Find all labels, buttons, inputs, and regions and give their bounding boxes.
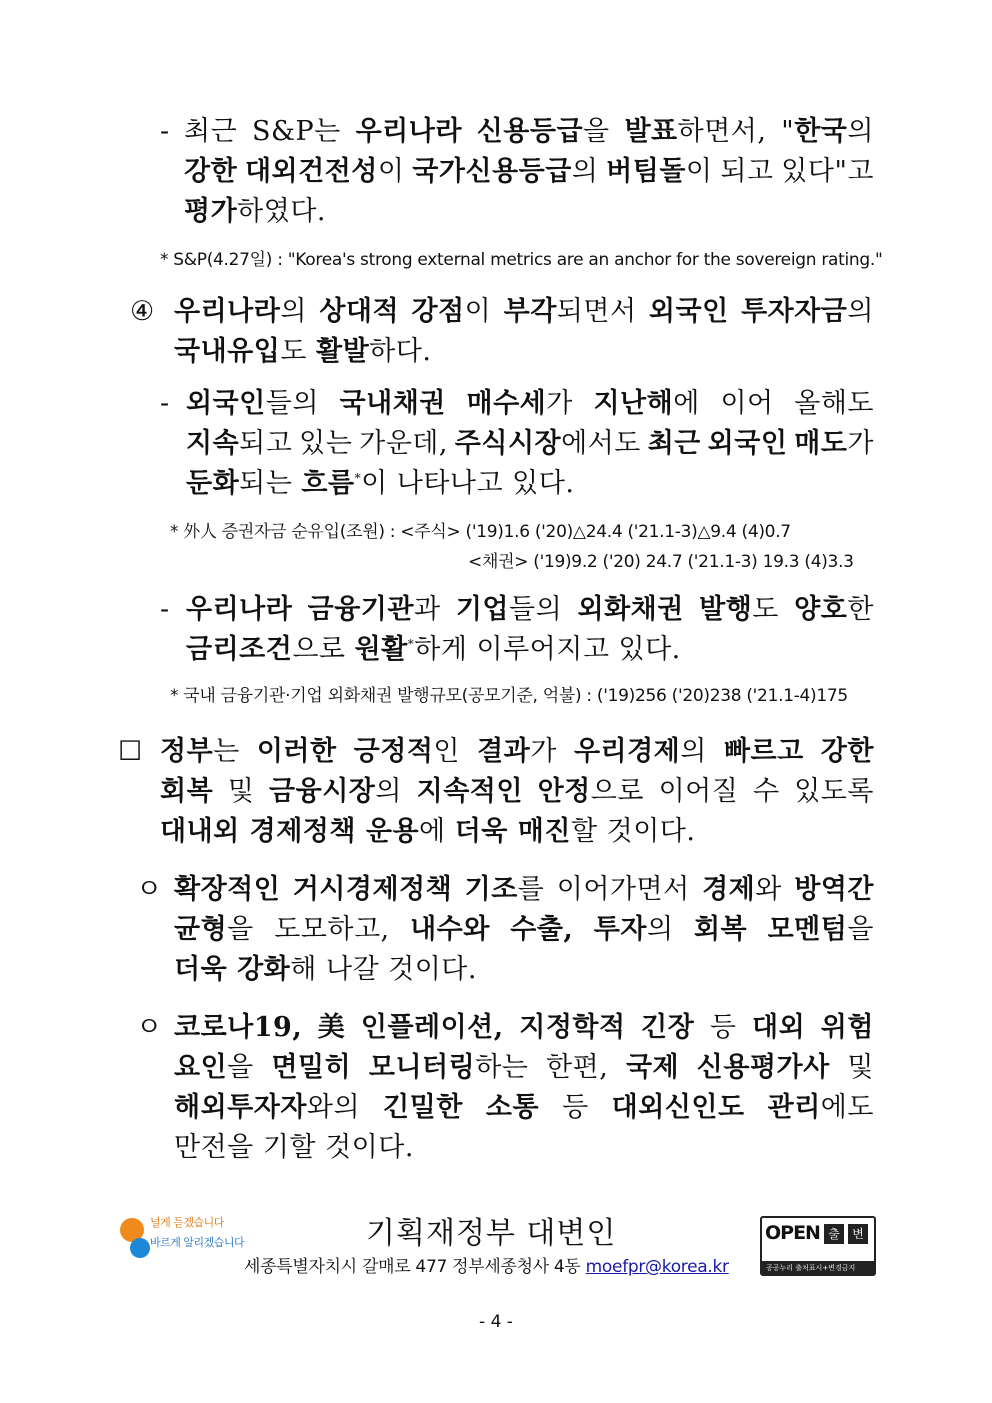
text-run: 상대적 bbox=[319, 296, 400, 327]
word bbox=[252, 112, 341, 152]
word bbox=[174, 1048, 254, 1088]
text-run: 우리나라 bbox=[186, 594, 293, 625]
text-line bbox=[174, 1128, 874, 1168]
text-run: 평가 bbox=[184, 196, 238, 227]
text-run: 는 bbox=[213, 736, 240, 767]
text-run: 및 bbox=[227, 776, 255, 807]
bonds-text bbox=[186, 590, 874, 670]
word bbox=[257, 732, 337, 772]
text-run: 하다. bbox=[369, 336, 432, 367]
text-run: 긴밀한 bbox=[383, 1092, 463, 1123]
text-run: 이 bbox=[377, 156, 405, 187]
text-run: 이 bbox=[685, 156, 713, 187]
text-run: 부각 bbox=[503, 296, 557, 327]
word bbox=[794, 424, 874, 464]
word bbox=[606, 152, 712, 192]
word bbox=[369, 1048, 529, 1088]
word bbox=[504, 292, 637, 332]
text-run: 강한 bbox=[184, 156, 238, 187]
text-run: 美 bbox=[317, 1012, 346, 1043]
word bbox=[184, 112, 237, 152]
text-run: 대외신인도 bbox=[611, 1092, 745, 1123]
word bbox=[821, 732, 874, 772]
text-run: 을 bbox=[227, 914, 254, 945]
word bbox=[794, 870, 874, 910]
word bbox=[340, 384, 446, 424]
word bbox=[174, 910, 254, 950]
word bbox=[562, 1088, 589, 1128]
text-run: 회복 bbox=[693, 914, 748, 945]
text-run: 이어 bbox=[720, 388, 774, 419]
logo-line1: 널게 듣겠습니다 bbox=[150, 1216, 224, 1229]
word bbox=[612, 1088, 745, 1128]
word bbox=[361, 1008, 504, 1048]
text-run: 경제 bbox=[702, 874, 756, 905]
word bbox=[641, 1008, 694, 1048]
page-number: - 4 - bbox=[479, 1312, 513, 1332]
word bbox=[781, 152, 874, 192]
text-run: 외국인 bbox=[186, 388, 266, 419]
text-run: 흐름 bbox=[301, 468, 355, 499]
word bbox=[467, 384, 573, 424]
text-run: 버팀돌 bbox=[606, 156, 686, 187]
circle-bullet-marker: ㅇ bbox=[136, 874, 163, 905]
text-run: 이어질 bbox=[658, 776, 739, 807]
text-run: 신용등급 bbox=[476, 116, 584, 147]
email-link[interactable]: moefpr@korea.kr bbox=[585, 1257, 729, 1277]
text-run: 을 bbox=[847, 914, 874, 945]
text-run: 를 bbox=[517, 874, 545, 905]
word bbox=[510, 910, 573, 950]
text-run: 양호 bbox=[794, 594, 848, 625]
text-run: 균형 bbox=[174, 914, 228, 945]
text-run: 되고 bbox=[720, 156, 774, 187]
text-line bbox=[184, 152, 874, 192]
text-run: 금리조건 bbox=[186, 634, 293, 665]
text-run: 국가신용등급 bbox=[412, 156, 572, 187]
text-line bbox=[186, 424, 874, 464]
foreign-text bbox=[186, 384, 874, 504]
text-line bbox=[186, 630, 874, 670]
text-run: 들의 bbox=[265, 388, 319, 419]
text-run: 외국인 bbox=[707, 428, 788, 459]
text-run: 의 bbox=[646, 914, 674, 945]
text-run: 에도 bbox=[820, 1092, 874, 1123]
strength-paragraph bbox=[130, 292, 874, 372]
word bbox=[456, 590, 562, 630]
word bbox=[741, 292, 874, 332]
word bbox=[720, 152, 773, 192]
text-run: 외화채권 bbox=[577, 594, 684, 625]
word bbox=[847, 1048, 874, 1088]
text-run: * bbox=[354, 471, 362, 485]
word bbox=[699, 590, 779, 630]
word bbox=[708, 424, 788, 464]
foreign-footnote-stocks: * 外人 증권자금 순유입(조원) : <주식> ('19)1.6 ('20)△24.4 ('21.1-3)△9.4 (4)0.7 bbox=[170, 522, 791, 542]
word bbox=[781, 112, 874, 152]
text-run: 신용평가사 bbox=[696, 1052, 830, 1083]
text-run: 국제 bbox=[625, 1052, 680, 1083]
dash-marker: - bbox=[160, 388, 170, 419]
word bbox=[574, 732, 707, 772]
word bbox=[383, 1088, 463, 1128]
word bbox=[174, 292, 307, 332]
text-line bbox=[174, 332, 874, 372]
text-run: 외국인 bbox=[648, 296, 729, 327]
word bbox=[794, 384, 874, 424]
word bbox=[411, 292, 491, 332]
government-paragraph bbox=[118, 732, 874, 852]
text-run: 하였다. bbox=[237, 196, 327, 227]
text-run: 소통 bbox=[485, 1092, 540, 1123]
word bbox=[184, 152, 237, 192]
text-run: 매도 bbox=[794, 428, 848, 459]
text-run: 가 bbox=[546, 388, 573, 419]
kogl-caption: 공공누리 출처표시+변경금지 bbox=[766, 1264, 856, 1272]
text-run: 최근 bbox=[184, 116, 238, 147]
risk-paragraph bbox=[136, 1008, 874, 1168]
text-run: 금융기관 bbox=[307, 594, 414, 625]
text-run: 도모하고, bbox=[274, 914, 390, 945]
word bbox=[593, 384, 699, 424]
text-run: 면밀히 bbox=[271, 1052, 352, 1083]
word bbox=[186, 424, 292, 464]
text-run: 우리경제 bbox=[573, 736, 681, 767]
word bbox=[768, 910, 874, 950]
word bbox=[694, 910, 747, 950]
word bbox=[274, 910, 389, 950]
word bbox=[594, 910, 674, 950]
text-run: 을 bbox=[227, 1052, 254, 1083]
word bbox=[174, 870, 280, 910]
text-run: 가운데, bbox=[359, 428, 448, 459]
text-run: 대내외 경제정책 운용 bbox=[160, 816, 420, 847]
word bbox=[412, 152, 598, 192]
text-run: 에 bbox=[673, 388, 700, 419]
gov-text bbox=[160, 732, 874, 852]
text-run: 들의 bbox=[509, 594, 563, 625]
text-run: 거시경제정책 bbox=[292, 874, 453, 905]
text-run: 있도록 bbox=[794, 776, 874, 807]
word bbox=[794, 590, 874, 630]
text-run: 와 bbox=[755, 874, 782, 905]
text-run: 주식시장 bbox=[454, 428, 562, 459]
word bbox=[319, 292, 399, 332]
text-run: 되는 bbox=[239, 468, 302, 499]
word bbox=[659, 772, 739, 812]
text-run: 이 나타나고 있다. bbox=[361, 468, 575, 499]
word bbox=[519, 1008, 625, 1048]
word bbox=[649, 292, 729, 332]
text-run: 할 것이다. bbox=[570, 816, 696, 847]
text-run: 등 bbox=[562, 1092, 589, 1123]
text-run: 안정 bbox=[537, 776, 591, 807]
text-run: 의 bbox=[847, 116, 874, 147]
text-run: 수출, bbox=[510, 914, 574, 945]
text-run: 와의 bbox=[306, 1092, 361, 1123]
text-run: 모멘텀 bbox=[767, 914, 848, 945]
department-title: 기획재정부 대변인 bbox=[366, 1216, 617, 1251]
text-run: 한 bbox=[847, 594, 874, 625]
text-run: 관리 bbox=[767, 1092, 821, 1123]
text-run: * bbox=[407, 637, 415, 651]
text-run: 만전을 기할 것이다. bbox=[174, 1132, 414, 1163]
text-line bbox=[174, 1048, 874, 1088]
word bbox=[299, 424, 352, 464]
text-run: 더욱 강화 bbox=[174, 954, 291, 985]
word bbox=[724, 732, 804, 772]
word bbox=[577, 590, 683, 630]
attribution-icon: 출처 bbox=[824, 1224, 844, 1244]
address-text: 세종특별자치시 갈매로 477 정부세종청사 4동 bbox=[244, 1257, 586, 1277]
word bbox=[245, 152, 405, 192]
text-run: 투자 bbox=[593, 914, 647, 945]
text-line bbox=[186, 384, 874, 424]
word bbox=[821, 1008, 874, 1048]
text-line bbox=[160, 812, 874, 852]
dash-marker: - bbox=[160, 594, 170, 625]
text-run: 회복 bbox=[160, 776, 214, 807]
text-run: 으로 bbox=[590, 776, 644, 807]
text-run: 의 bbox=[680, 736, 707, 767]
word bbox=[271, 1048, 351, 1088]
word bbox=[228, 772, 255, 812]
text-line bbox=[184, 192, 874, 232]
word bbox=[697, 1048, 830, 1088]
text-line bbox=[174, 1088, 874, 1128]
text-run: S&P는 bbox=[251, 116, 341, 147]
word bbox=[753, 772, 780, 812]
text-run: 확장적인 bbox=[174, 874, 281, 905]
word bbox=[308, 590, 441, 630]
text-run: 활발 bbox=[316, 336, 370, 367]
word bbox=[648, 424, 701, 464]
text-run: 강점 bbox=[411, 296, 465, 327]
text-run: 도 bbox=[752, 594, 779, 625]
text-run: 기업 bbox=[455, 594, 510, 625]
text-run: 결과 bbox=[477, 736, 531, 767]
foreign-investor-paragraph bbox=[160, 384, 874, 504]
word bbox=[359, 424, 448, 464]
text-line bbox=[186, 464, 874, 504]
footer-address bbox=[244, 1252, 729, 1277]
word bbox=[410, 910, 490, 950]
bond-footnote: * 국내 금융기관·기업 외화채권 발행규모(공모기준, 억불) : ('19)256 ('20)238 ('21.1-4)175 bbox=[170, 686, 848, 706]
text-run: 요인 bbox=[174, 1052, 228, 1083]
listening-logo bbox=[120, 1212, 245, 1272]
word bbox=[354, 732, 460, 772]
text-line bbox=[174, 292, 874, 332]
word bbox=[710, 1008, 737, 1048]
text-run: 되면서 bbox=[556, 296, 637, 327]
sp-footnote: * S&P(4.27일) : "Korea's strong external metrics are an anchor for the sovereign rating." bbox=[160, 250, 883, 270]
no-change-icon: 변경 bbox=[848, 1224, 868, 1244]
text-run: 매수세 bbox=[466, 388, 547, 419]
text-run: 내수와 bbox=[410, 914, 490, 945]
dash-marker: - bbox=[160, 116, 170, 147]
word bbox=[186, 384, 319, 424]
word bbox=[768, 1088, 874, 1128]
word bbox=[624, 112, 766, 152]
text-line bbox=[186, 590, 874, 630]
text-run: 둔화 bbox=[186, 468, 240, 499]
text-run: 긴장 bbox=[641, 1012, 695, 1043]
text-run: 하는 bbox=[475, 1052, 529, 1083]
word bbox=[160, 772, 213, 812]
text-run: 정부 bbox=[160, 736, 214, 767]
strength-text bbox=[174, 292, 874, 372]
word bbox=[318, 1008, 346, 1048]
word bbox=[720, 384, 773, 424]
text-run: 코로나19, bbox=[174, 1012, 303, 1043]
text-run: 기조 bbox=[464, 874, 518, 905]
fx-bond-paragraph bbox=[160, 590, 874, 670]
text-run: 방역간 bbox=[794, 874, 874, 905]
open-text: OPEN bbox=[765, 1222, 820, 1244]
sp-rating-paragraph bbox=[160, 112, 874, 232]
sp-text bbox=[184, 112, 874, 232]
text-run: 위험 bbox=[820, 1012, 874, 1043]
text-run: 의 bbox=[571, 156, 599, 187]
text-run: 국내유입 bbox=[174, 336, 281, 367]
text-run: 올해도 bbox=[794, 388, 874, 419]
text-run: 대외 bbox=[752, 1012, 806, 1043]
text-run: 인 bbox=[433, 736, 461, 767]
text-run: 하게 이루어지고 있다. bbox=[414, 634, 681, 665]
text-run: 최근 bbox=[647, 428, 701, 459]
word bbox=[794, 772, 874, 812]
word bbox=[752, 1008, 805, 1048]
text-run: 등 bbox=[709, 1012, 737, 1043]
word bbox=[546, 1048, 608, 1088]
text-run: 지속 bbox=[186, 428, 240, 459]
word bbox=[269, 772, 402, 812]
word bbox=[477, 732, 557, 772]
word bbox=[486, 1088, 539, 1128]
text-line bbox=[184, 112, 874, 152]
word bbox=[417, 772, 523, 812]
text-run: 에 bbox=[419, 816, 455, 847]
text-run: 이러한 bbox=[256, 736, 337, 767]
text-run: 긍정적 bbox=[353, 736, 434, 767]
word bbox=[293, 870, 453, 910]
text-line bbox=[174, 1008, 874, 1048]
text-line bbox=[174, 870, 874, 910]
word bbox=[557, 870, 690, 910]
text-run: 모니터링 bbox=[368, 1052, 476, 1083]
word bbox=[160, 732, 240, 772]
word bbox=[477, 112, 610, 152]
word bbox=[174, 1008, 302, 1048]
text-run: 인플레이션, bbox=[360, 1012, 504, 1043]
text-run: 빠르고 bbox=[723, 736, 804, 767]
text-run: 대외건전성 bbox=[244, 156, 378, 187]
text-run: 가 bbox=[847, 428, 874, 459]
text-run: 의 bbox=[375, 776, 402, 807]
text-line bbox=[160, 732, 874, 772]
text-run: 에서도 bbox=[561, 428, 641, 459]
text-run: 우리나라 bbox=[174, 296, 281, 327]
text-run: 과 bbox=[413, 594, 441, 625]
text-run: 원활 bbox=[354, 634, 408, 665]
text-line bbox=[160, 772, 874, 812]
text-run: 도 bbox=[280, 336, 316, 367]
text-run: 투자자금 bbox=[741, 296, 848, 327]
word bbox=[186, 590, 292, 630]
word bbox=[702, 870, 782, 910]
text-line bbox=[174, 910, 874, 950]
text-run: 국내채권 bbox=[339, 388, 446, 419]
text-run: 발행 bbox=[699, 594, 753, 625]
text-run: 해 나갈 것이다. bbox=[290, 954, 477, 985]
text-run: 을 bbox=[583, 116, 610, 147]
word bbox=[174, 1088, 360, 1128]
word bbox=[465, 870, 545, 910]
text-run: 발표 bbox=[624, 116, 678, 147]
circled-four-marker: ④ bbox=[130, 296, 155, 327]
text-run: 가 bbox=[530, 736, 557, 767]
text-run: 으로 bbox=[292, 634, 355, 665]
text-run: 있다"고 bbox=[781, 156, 874, 187]
text-run: 지정학적 bbox=[519, 1012, 626, 1043]
text-run: 이어가면서 bbox=[556, 874, 690, 905]
kogl-open-logo bbox=[760, 1216, 876, 1276]
text-run: 하면서, bbox=[677, 116, 767, 147]
word bbox=[538, 772, 644, 812]
text-run: 의 bbox=[280, 296, 307, 327]
text-run: 금융시장 bbox=[269, 776, 376, 807]
text-run: 강한 bbox=[820, 736, 874, 767]
word bbox=[626, 1048, 679, 1088]
checkbox-square-icon: ☐ bbox=[118, 736, 143, 767]
expansion-paragraph bbox=[136, 870, 874, 990]
text-run: " bbox=[781, 116, 795, 147]
word bbox=[455, 424, 641, 464]
foreign-footnote-bonds: <채권> ('19)9.2 ('20) 24.7 ('21.1-3) 19.3 (4)3.3 bbox=[468, 552, 854, 572]
text-run: 및 bbox=[847, 1052, 874, 1083]
circle-bullet-marker: ㅇ bbox=[136, 1012, 163, 1043]
word bbox=[356, 112, 462, 152]
risk-text bbox=[174, 1008, 874, 1168]
logo-blue-circle bbox=[130, 1238, 150, 1258]
text-run: 우리나라 bbox=[355, 116, 462, 147]
expand-text bbox=[174, 870, 874, 990]
text-run: 이 bbox=[464, 296, 492, 327]
text-run: 한편, bbox=[546, 1052, 609, 1083]
logo-line2: 바르게 알리겠습니다 bbox=[150, 1236, 245, 1249]
text-run: 해외투자자 bbox=[174, 1092, 307, 1123]
text-run: 되고 bbox=[239, 428, 293, 459]
text-run: 의 bbox=[847, 296, 874, 327]
text-run: 있는 bbox=[299, 428, 353, 459]
text-run: 지속적인 bbox=[416, 776, 523, 807]
text-line bbox=[174, 950, 874, 990]
text-run: 더욱 매진 bbox=[454, 816, 571, 847]
text-run: 수 bbox=[752, 776, 780, 807]
text-run: 한국 bbox=[794, 116, 848, 147]
text-run: 지난해 bbox=[593, 388, 674, 419]
